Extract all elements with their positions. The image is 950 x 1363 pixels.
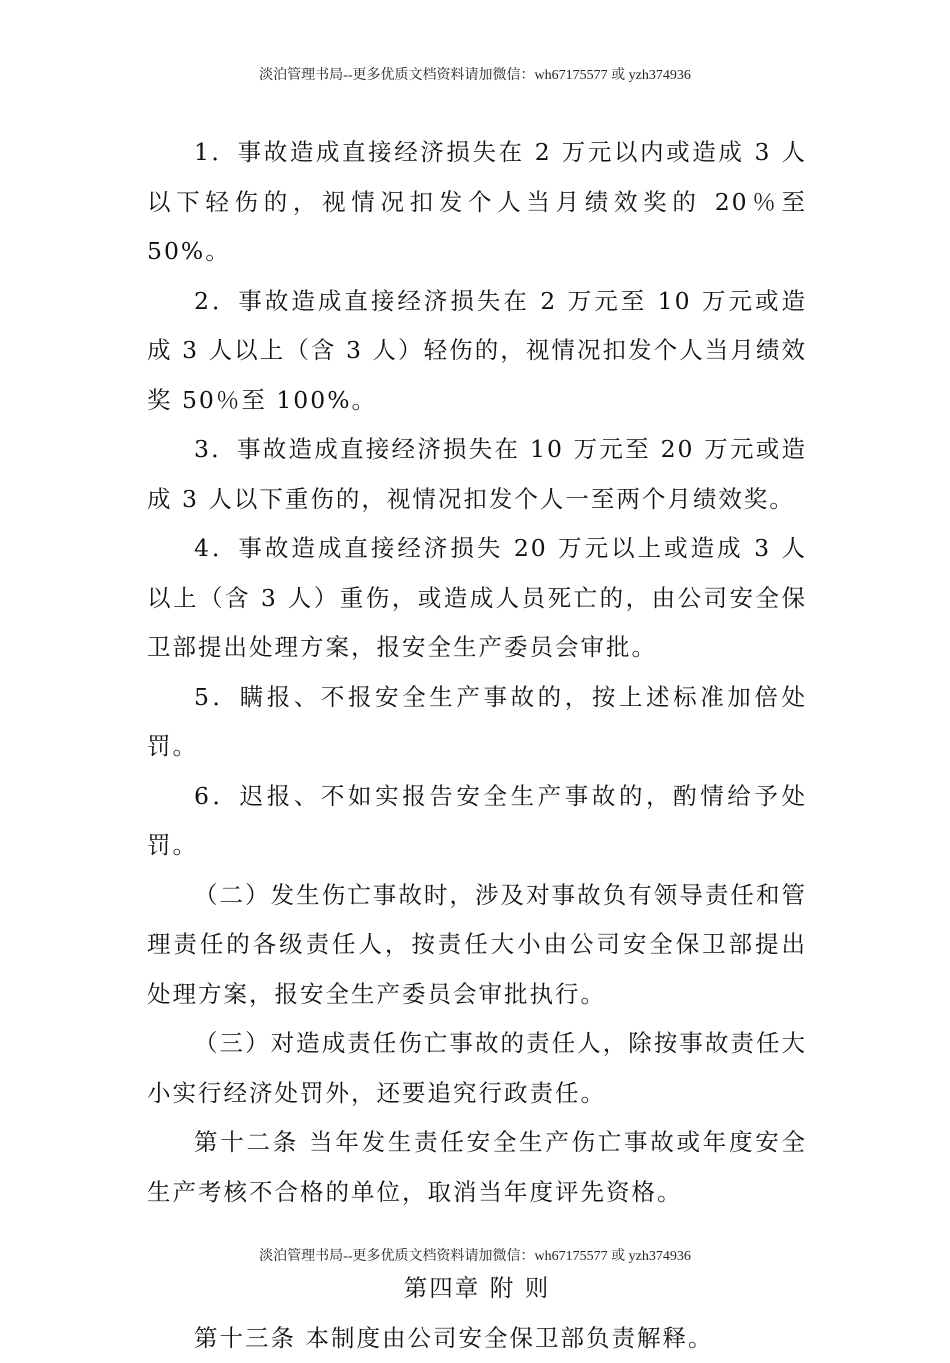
page-header: 淡泊管理书局--更多优质文档资料请加微信：wh67175577 或 yzh374936: [0, 64, 950, 84]
chapter-title: 第四章 附 则: [147, 1264, 807, 1314]
paragraph-section-3: （三）对造成责任伤亡事故的责任人，除按事故责任大小实行经济处罚外，还要追究行政责任。: [147, 1019, 807, 1118]
paragraph-item-3: 3．事故造成直接经济损失在 10 万元至 20 万元或造成 3 人以下重伤的，视情况扣发个人一至两个月绩效奖。: [147, 425, 807, 524]
paragraph-section-2: （二）发生伤亡事故时，涉及对事故负有领导责任和管理责任的各级责任人，按责任大小由公司安全保卫部提出处理方案，报安全生产委员会审批执行。: [147, 871, 807, 1020]
paragraph-item-4: 4．事故造成直接经济损失 20 万元以上或造成 3 人以上（含 3 人）重伤，或造成人员死亡的，由公司安全保卫部提出处理方案，报安全生产委员会审批。: [147, 524, 807, 673]
paragraph-article-12: 第十二条 当年发生责任安全生产伤亡事故或年度安全生产考核不合格的单位，取消当年度评先资格。: [147, 1118, 807, 1217]
paragraph-item-2: 2．事故造成直接经济损失在 2 万元至 10 万元或造成 3 人以上（含 3 人）轻伤的，视情况扣发个人当月绩效奖 50％至 100%。: [147, 277, 807, 426]
document-body: [147, 128, 807, 1363]
paragraph-article-13: 第十三条 本制度由公司安全保卫部负责解释。: [147, 1314, 807, 1363]
paragraph-item-1: 1．事故造成直接经济损失在 2 万元以内或造成 3 人以下轻伤的，视情况扣发个人当月绩效奖的 20％至 50%。: [147, 128, 807, 277]
paragraph-item-5: 5．瞒报、不报安全生产事故的，按上述标准加倍处罚。: [147, 673, 807, 772]
page-footer: 淡泊管理书局--更多优质文档资料请加微信：wh67175577 或 yzh374936: [0, 1245, 950, 1265]
paragraph-item-6: 6．迟报、不如实报告安全生产事故的，酌情给予处罚。: [147, 772, 807, 871]
